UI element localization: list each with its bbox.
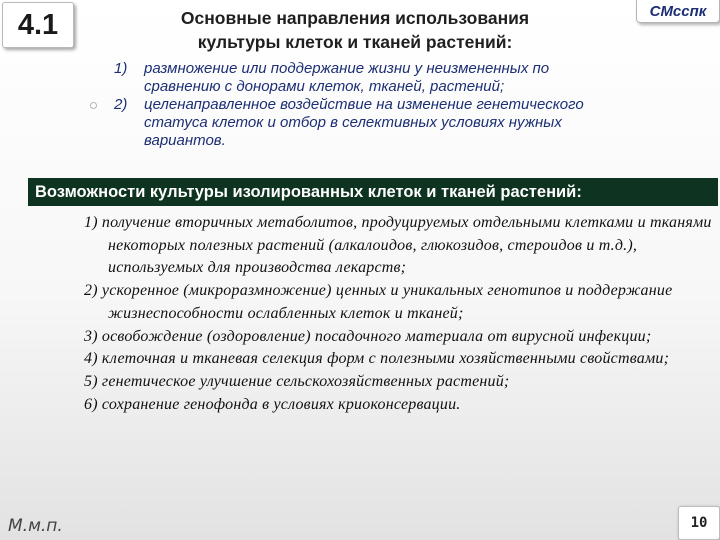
direction-line: статуса клеток и отбор в селективных условиях нужных [144,114,562,131]
direction-line: сравнению с донорами клеток, тканей, растений; [144,78,505,95]
direction-line: размножение или поддержание жизни у неизмененных по [144,60,550,77]
title-line-2: культуры клеток и тканей растений: [197,32,513,52]
bullet-dot-icon [90,102,97,109]
possibility-item: 4) клеточная и тканевая селекция форм с полезными хозяйственными свойствами; [84,350,670,368]
page-number-box [678,506,720,540]
possibilities-list [84,212,714,416]
direction-item [114,96,694,150]
possibility-item: 5) генетическое улучшение сельскохозяйственных растений; [84,372,510,390]
possibility-item: 2) ускоренное (микроразмножение) ценных и уникальных генотипов и поддержание жизнеспособности ослабленных клеток и тканей; [84,282,673,322]
slide-title [150,6,560,54]
possibility-item: 3) освобождение (оздоровление) посадочного материала от вирусной инфекции; [84,327,652,345]
title-line-1: Основные направления использования [180,8,530,28]
direction-number: 2) [114,96,128,113]
directions-list [114,60,694,150]
direction-item [114,60,694,96]
section-number: 4.1 [17,8,59,41]
page-number: 10 [690,515,708,531]
section-number-box [2,2,74,48]
possibility-item: 6) сохранение генофонда в условиях криоконсервации. [84,395,461,413]
direction-line: целенаправленное воздействие на изменение генетического [144,96,584,113]
possibilities-banner: Возможности культуры изолированных клеток и тканей растений: [28,178,718,206]
possibility-item: 1) получение вторичных метаболитов, продуцируемых отдельными клетками и тканями некоторых полезных растений (алкалоидов, глюкозидов, стероидов и т.д.), используемых для производства лекарств; [84,214,712,277]
corner-label: СМсспк [649,2,707,20]
author-signature: М.м.п. [8,516,63,536]
corner-tab [636,0,720,23]
direction-number: 1) [114,60,128,77]
direction-line: вариантов. [144,132,226,149]
